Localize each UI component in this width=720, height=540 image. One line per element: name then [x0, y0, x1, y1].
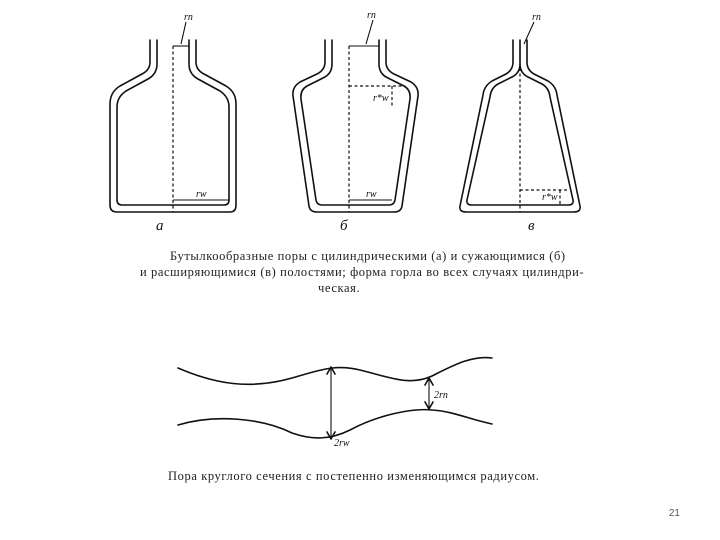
bottle-c-body-label: r*w [542, 192, 558, 203]
bottle-b [293, 10, 418, 234]
bottle-b-inner-wall [301, 40, 410, 205]
bottle-a-neck-leader [181, 22, 186, 44]
page-number: 21 [668, 508, 680, 519]
pore-small-label: 2rп [434, 390, 448, 401]
bottle-a-letter: а [156, 218, 164, 234]
bottom-caption: Пора круглого сечения с постепенно изменяющимся радиусом. [168, 469, 540, 483]
pore-lower-wall [178, 410, 492, 438]
pore-large-label: 2rw [334, 438, 350, 449]
top-caption-line-2: и расширяющимися (в) полостями; форма горла во всех случаях цилиндри- [140, 265, 585, 279]
bottle-b-neck-label: rп [367, 10, 376, 21]
bottle-c-neck-leader [524, 22, 534, 44]
pore-upper-wall [178, 357, 492, 384]
bottle-c-letter: в [528, 218, 535, 234]
bottle-a-body-label: rw [196, 189, 207, 200]
bottle-a [110, 12, 236, 234]
bottle-b-neck-leader [366, 20, 373, 44]
bottle-b-body-label: rw [366, 189, 377, 200]
top-caption-line-1: Бутылкообразные поры с цилиндрическими (а) и сужающимися (б) [170, 249, 566, 263]
varying-pore [178, 357, 492, 449]
bottle-c-neck-label: rп [532, 12, 541, 23]
bottle-a-neck-label: rп [184, 12, 193, 23]
top-caption-line-3: ческая. [318, 281, 361, 295]
bottle-b-letter: б [340, 218, 348, 234]
bottle-b-outer-wall [293, 40, 418, 212]
bottle-c [460, 12, 580, 234]
bottle-b-mid-label: r*w [373, 93, 389, 104]
